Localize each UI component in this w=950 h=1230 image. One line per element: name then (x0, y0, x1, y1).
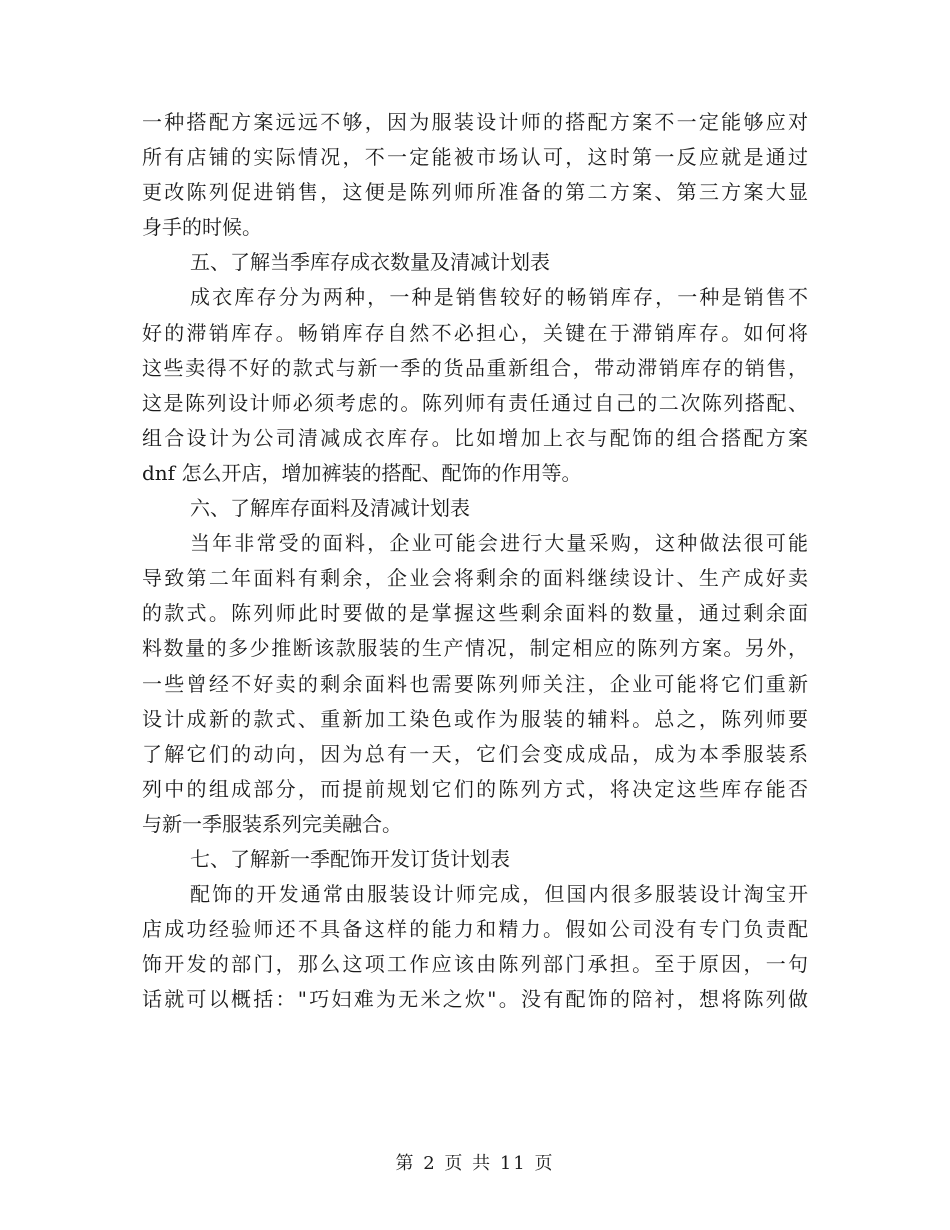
body-line: 身手的时候。 (142, 215, 262, 240)
body-line: 更改陈列促进销售，这便是陈列师所准备的第二方案、第三方案大显 (142, 180, 808, 205)
body-line: 话就可以概括："巧妇难为无米之炊"。没有配饰的陪衬，想将陈列做 (142, 987, 808, 1012)
section-heading-6: 六、了解库存面料及清减计划表 (190, 496, 470, 521)
body-line: 设计成新的款式、重新加工染色或作为服装的辅料。总之，陈列师要 (142, 706, 808, 731)
body-line: 一些曾经不好卖的剩余面料也需要陈列师关注，企业可能将它们重新 (142, 671, 808, 696)
paragraph-first-line: 当年非常受的面料，企业可能会进行大量采购，这种做法很可能 (190, 531, 808, 556)
paragraph-first-line: 配饰的开发通常由服装设计师完成，但国内很多服装设计淘宝开 (190, 882, 808, 907)
section-heading-5: 五、了解当季库存成衣数量及清减计划表 (190, 250, 550, 275)
body-line: 了解它们的动向，因为总有一天，它们会变成成品，成为本季服装系 (142, 741, 808, 766)
body-line: 与新一季服装系列完美融合。 (142, 811, 402, 836)
body-line: 的款式。陈列师此时要做的是掌握这些剩余面料的数量，通过剩余面 (142, 601, 808, 626)
page-number-footer: 第 2 页 共 11 页 (395, 1153, 555, 1174)
body-line: 好的滞销库存。畅销库存自然不必担心，关键在于滞销库存。如何将 (142, 320, 808, 345)
body-line: 饰开发的部门，那么这项工作应该由陈列部门承担。至于原因，一句 (142, 952, 808, 977)
body-line: 这些卖得不好的款式与新一季的货品重新组合，带动滞销库存的销售， (142, 355, 808, 380)
body-line: 一种搭配方案远远不够，因为服装设计师的搭配方案不一定能够应对 (142, 110, 808, 134)
body-line: 列中的组成部分，而提前规划它们的陈列方式，将决定这些库存能否 (142, 776, 808, 801)
body-line: 这是陈列设计师必须考虑的。陈列师有责任通过自己的二次陈列搭配、 (142, 390, 808, 415)
body-line: 导致第二年面料有剩余，企业会将剩余的面料继续设计、生产成好卖 (142, 566, 808, 591)
paragraph-first-line: 成衣库存分为两种，一种是销售较好的畅销库存，一种是销售不 (190, 285, 808, 310)
body-line: 料数量的多少推断该款服装的生产情况，制定相应的陈列方案。另外， (142, 636, 808, 661)
body-line: 店成功经验师还不具备这样的能力和精力。假如公司没有专门负责配 (142, 917, 808, 942)
body-line: 组合设计为公司清减成衣库存。比如增加上衣与配饰的组合搭配方案 (142, 425, 808, 450)
section-heading-7: 七、了解新一季配饰开发订货计划表 (190, 846, 510, 871)
body-line: dnf 怎么开店，增加裤装的搭配、配饰的作用等。 (142, 460, 582, 485)
document-body (142, 105, 808, 1017)
body-line: 所有店铺的实际情况，不一定能被市场认可，这时第一反应就是通过 (142, 145, 808, 170)
